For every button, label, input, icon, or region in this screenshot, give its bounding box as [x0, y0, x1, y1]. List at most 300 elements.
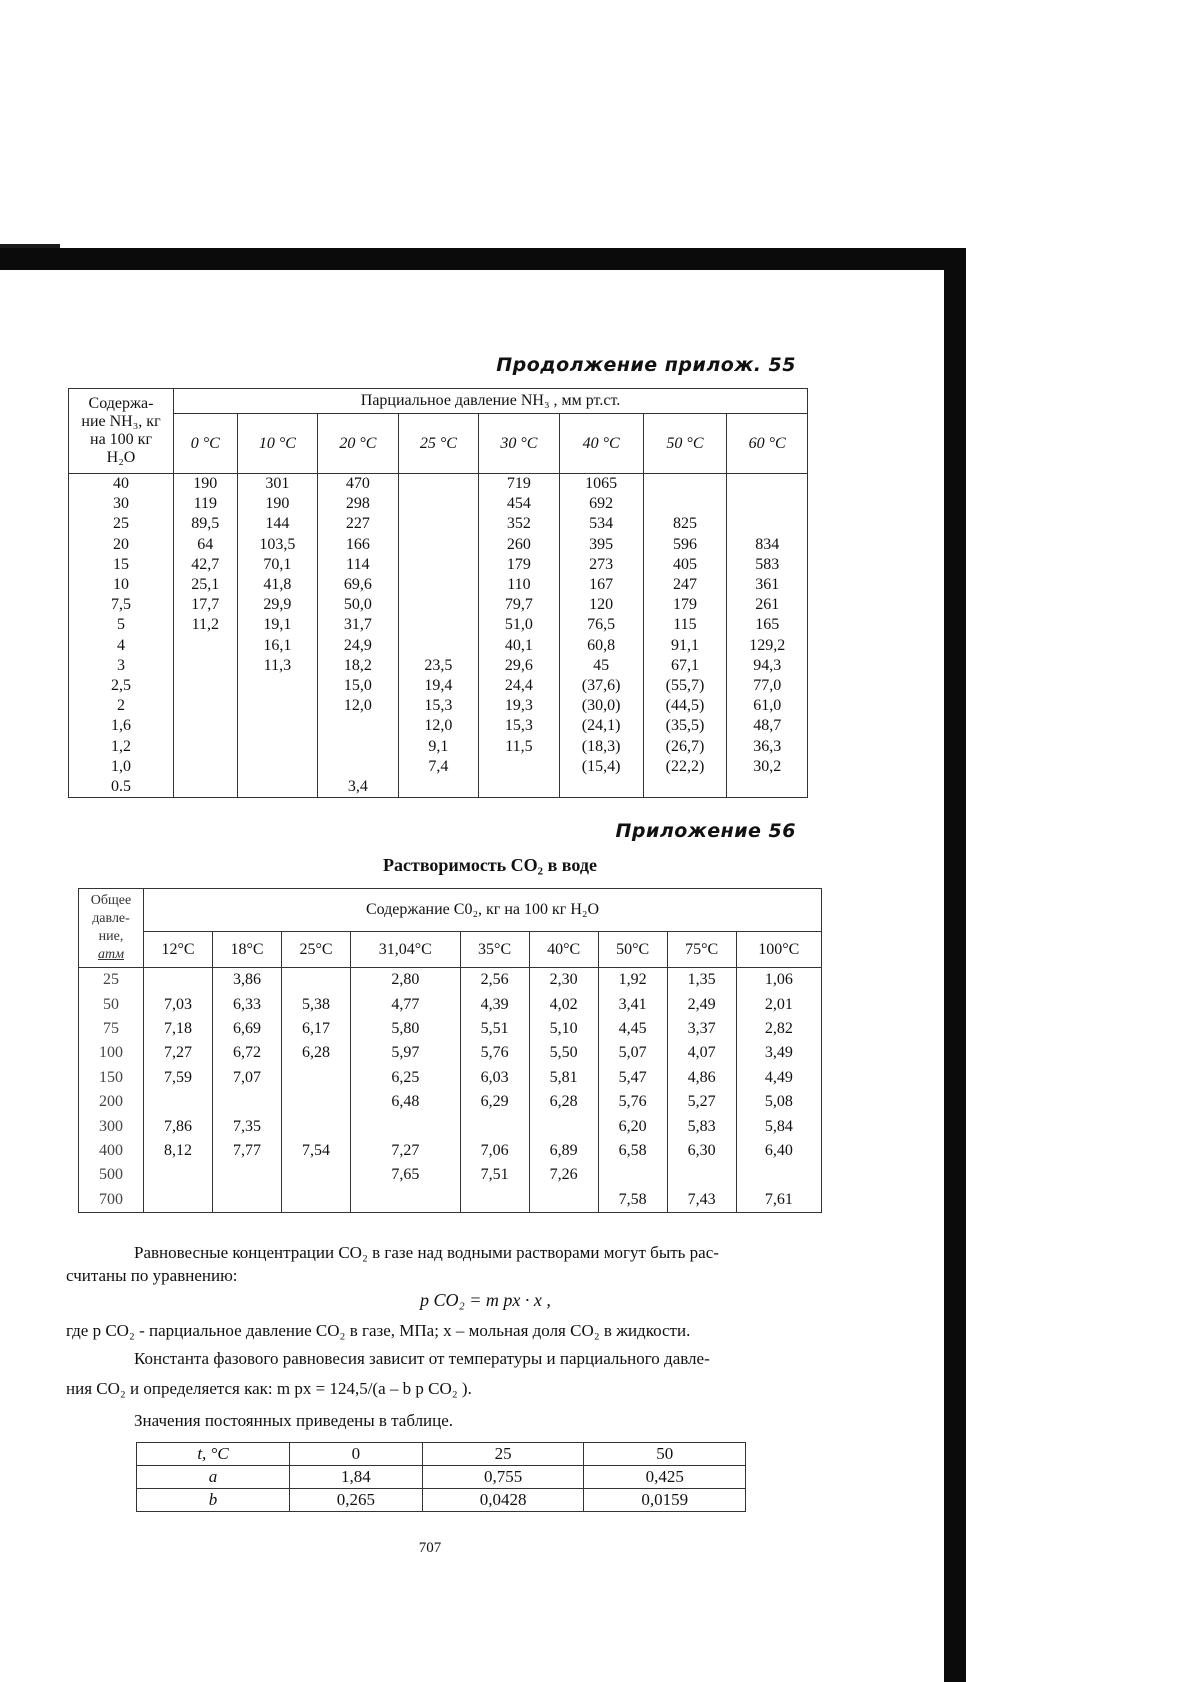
co2-solubility-cell: [598, 1163, 667, 1187]
co2-solubility-cell: 6,58: [598, 1139, 667, 1163]
co2-solubility-cell: 4,39: [460, 992, 529, 1016]
nh3-pressure-cell: 11,5: [479, 736, 560, 756]
co2-solubility-cell: 5,81: [529, 1066, 598, 1090]
co2-solubility-cell: 6,29: [460, 1090, 529, 1114]
co2-solubility-cell: 7,65: [351, 1163, 461, 1187]
nh3-pressure-cell: 29,6: [479, 656, 560, 676]
nh3-pressure-cell: 67,1: [643, 656, 727, 676]
co2-table-row: [79, 1017, 822, 1041]
co2-row-header-line: Общее: [90, 893, 132, 908]
co2-table-row: [79, 968, 822, 993]
nh3-pressure-cell: 11,3: [237, 656, 318, 676]
co2-solubility-cell: 2,01: [736, 992, 821, 1016]
co2-solubility-cell: [282, 1114, 351, 1138]
nh3-content-cell: 25: [69, 514, 174, 534]
nh3-temp-header: 20 °C: [318, 414, 399, 474]
nh3-pressure-cell: 45: [559, 656, 643, 676]
co2-solubility-cell: [529, 1188, 598, 1213]
nh3-temp-header: 25 °C: [398, 414, 479, 474]
nh3-pressure-cell: [318, 716, 399, 736]
co2-solubility-cell: 6,33: [213, 992, 282, 1016]
nh3-pressure-cell: (30,0): [559, 696, 643, 716]
nh3-table-row: [69, 696, 808, 716]
co2-solubility-cell: 7,26: [529, 1163, 598, 1187]
co2-table-row: [79, 1163, 822, 1187]
nh3-pressure-cell: [479, 777, 560, 798]
nh3-table-row: [69, 777, 808, 798]
co2-solubility-cell: [282, 1163, 351, 1187]
nh3-pressure-cell: [479, 757, 560, 777]
nh3-pressure-cell: 103,5: [237, 535, 318, 555]
nh3-content-cell: 7,5: [69, 595, 174, 615]
constants-cell: 0,0428: [422, 1489, 584, 1512]
co2-solubility-cell: 5,10: [529, 1017, 598, 1041]
constants-header-cell: 50: [584, 1443, 746, 1466]
co2-solubility-cell: 4,77: [351, 992, 461, 1016]
co2-solubility-cell: 7,43: [667, 1188, 736, 1213]
co2-solubility-cell: 5,76: [460, 1041, 529, 1065]
nh3-pressure-cell: 120: [559, 595, 643, 615]
co2-solubility-cell: 2,56: [460, 968, 529, 993]
scan-top-bar: [0, 248, 958, 270]
co2-pressure-cell: 200: [79, 1090, 144, 1114]
nh3-temp-header: 50 °C: [643, 414, 727, 474]
nh3-pressure-cell: 179: [479, 555, 560, 575]
co2-temp-header: 25°C: [282, 932, 351, 968]
co2-temp-header: 40°C: [529, 932, 598, 968]
nh3-pressure-cell: 50,0: [318, 595, 399, 615]
co2-solubility-cell: [282, 1090, 351, 1114]
co2-solubility-cell: [282, 1188, 351, 1213]
co2-solubility-cell: 6,40: [736, 1139, 821, 1163]
co2-pressure-cell: 700: [79, 1188, 144, 1213]
nh3-pressure-cell: 129,2: [727, 636, 808, 656]
nh3-pressure-cell: [727, 514, 808, 534]
nh3-pressure-cell: [237, 716, 318, 736]
co2-temp-header: 100°C: [736, 932, 821, 968]
co2-temp-header: 75°C: [667, 932, 736, 968]
nh3-pressure-cell: 405: [643, 555, 727, 575]
nh3-pressure-cell: 94,3: [727, 656, 808, 676]
constants-table: [136, 1442, 746, 1512]
nh3-pressure-cell: 61,0: [727, 696, 808, 716]
co2-solubility-cell: 6,72: [213, 1041, 282, 1065]
nh3-pressure-cell: [174, 696, 238, 716]
nh3-pressure-cell: 24,4: [479, 676, 560, 696]
co2-temp-header: 31,04°C: [351, 932, 461, 968]
nh3-pressure-cell: 9,1: [398, 736, 479, 756]
constants-header-cell: 0: [290, 1443, 423, 1466]
nh3-pressure-cell: 261: [727, 595, 808, 615]
co2-table-row: [79, 992, 822, 1016]
nh3-pressure-cell: (44,5): [643, 696, 727, 716]
co2-solubility-cell: 7,18: [144, 1017, 213, 1041]
nh3-pressure-cell: 719: [479, 474, 560, 495]
nh3-pressure-cell: 165: [727, 615, 808, 635]
paragraph-3-line-2: ния CO₂ и определяется как: m px = 124,5/(a – b p CO₂ ).: [66, 1379, 472, 1398]
nh3-content-cell: 10: [69, 575, 174, 595]
nh3-pressure-cell: (26,7): [643, 736, 727, 756]
nh3-pressure-cell: 596: [643, 535, 727, 555]
nh3-content-cell: 1,2: [69, 736, 174, 756]
co2-solubility-cell: [144, 1163, 213, 1187]
nh3-pressure-cell: 190: [237, 494, 318, 514]
co2-pressure-cell: 500: [79, 1163, 144, 1187]
nh3-pressure-table: [68, 388, 808, 798]
co2-solubility-cell: 3,37: [667, 1017, 736, 1041]
nh3-pressure-cell: [398, 575, 479, 595]
co2-solubility-cell: [351, 1188, 461, 1213]
co2-solubility-cell: 1,92: [598, 968, 667, 993]
co2-solubility-cell: 7,06: [460, 1139, 529, 1163]
co2-solubility-cell: 6,30: [667, 1139, 736, 1163]
nh3-pressure-cell: (35,5): [643, 716, 727, 736]
nh3-pressure-cell: 15,3: [479, 716, 560, 736]
nh3-pressure-cell: 77,0: [727, 676, 808, 696]
appendix-56-heading: Приложение 56: [615, 820, 796, 842]
nh3-pressure-cell: 16,1: [237, 636, 318, 656]
nh3-pressure-cell: 119: [174, 494, 238, 514]
nh3-pressure-cell: 15,0: [318, 676, 399, 696]
paragraph-1-line-1: Равновесные концентрации CO₂ в газе над водными растворами могут быть рас-: [134, 1243, 719, 1262]
nh3-content-cell: 40: [69, 474, 174, 495]
co2-solubility-cell: 8,12: [144, 1139, 213, 1163]
co2-solubility-cell: 5,80: [351, 1017, 461, 1041]
co2-solubility-cell: 6,48: [351, 1090, 461, 1114]
co2-solubility-cell: [282, 1066, 351, 1090]
nh3-pressure-cell: 301: [237, 474, 318, 495]
nh3-temp-header: 10 °C: [237, 414, 318, 474]
co2-pressure-cell: 50: [79, 992, 144, 1016]
nh3-pressure-cell: [398, 636, 479, 656]
co2-solubility-cell: 1,06: [736, 968, 821, 993]
nh3-pressure-cell: 18,2: [318, 656, 399, 676]
nh3-pressure-cell: 42,7: [174, 555, 238, 575]
co2-row-header-line: атм: [97, 947, 125, 962]
nh3-content-cell: 30: [69, 494, 174, 514]
nh3-pressure-cell: 395: [559, 535, 643, 555]
co2-solubility-cell: [460, 1188, 529, 1213]
co2-row-header-line: давле-: [92, 911, 130, 926]
nh3-content-cell: 4: [69, 636, 174, 656]
co2-solubility-cell: 4,86: [667, 1066, 736, 1090]
co2-solubility-cell: 5,83: [667, 1114, 736, 1138]
co2-pressure-cell: 400: [79, 1139, 144, 1163]
co2-solubility-cell: 6,25: [351, 1066, 461, 1090]
co2-solubility-cell: 5,51: [460, 1017, 529, 1041]
nh3-pressure-cell: 227: [318, 514, 399, 534]
constants-cell: 0,425: [584, 1466, 746, 1489]
nh3-pressure-cell: (22,2): [643, 757, 727, 777]
nh3-pressure-cell: [398, 474, 479, 495]
nh3-content-cell: 0.5: [69, 777, 174, 798]
nh3-pressure-cell: 91,1: [643, 636, 727, 656]
nh3-pressure-cell: 76,5: [559, 615, 643, 635]
co2-table-row: [79, 1114, 822, 1138]
co2-group-header: Содержание C0₂, кг на 100 кг H₂O: [144, 889, 822, 932]
co2-solubility-cell: [144, 1188, 213, 1213]
nh3-pressure-cell: [398, 777, 479, 798]
nh3-pressure-cell: [398, 514, 479, 534]
nh3-pressure-cell: 12,0: [398, 716, 479, 736]
co2-solubility-cell: 6,69: [213, 1017, 282, 1041]
co2-solubility-cell: [736, 1163, 821, 1187]
co2-solubility-cell: [282, 968, 351, 993]
nh3-pressure-cell: 1065: [559, 474, 643, 495]
co2-solubility-cell: 2,80: [351, 968, 461, 993]
nh3-pressure-cell: [174, 736, 238, 756]
nh3-pressure-cell: 15,3: [398, 696, 479, 716]
paragraph-3-line-1: Константа фазового равновесия зависит от температуры и парциального давле-: [134, 1349, 710, 1368]
nh3-pressure-cell: (18,3): [559, 736, 643, 756]
nh3-temp-header: 0 °C: [174, 414, 238, 474]
nh3-table-row: [69, 636, 808, 656]
nh3-table-row: [69, 575, 808, 595]
constants-cell: b: [137, 1489, 290, 1512]
nh3-pressure-cell: 534: [559, 514, 643, 534]
nh3-table-row: [69, 615, 808, 635]
co2-solubility-cell: 4,49: [736, 1066, 821, 1090]
scan-right-bar: [944, 248, 966, 1682]
nh3-pressure-cell: 23,5: [398, 656, 479, 676]
nh3-pressure-cell: 48,7: [727, 716, 808, 736]
co2-solubility-cell: 2,49: [667, 992, 736, 1016]
co2-solubility-cell: 7,77: [213, 1139, 282, 1163]
nh3-pressure-cell: 41,8: [237, 575, 318, 595]
nh3-pressure-cell: 114: [318, 555, 399, 575]
nh3-pressure-cell: 60,8: [559, 636, 643, 656]
nh3-pressure-cell: [559, 777, 643, 798]
co2-solubility-cell: 7,59: [144, 1066, 213, 1090]
co2-table-row: [79, 1041, 822, 1065]
nh3-pressure-cell: [237, 736, 318, 756]
nh3-row-header-line: ние NH₃, кг: [81, 413, 161, 430]
nh3-table-row: [69, 676, 808, 696]
co2-solubility-cell: [351, 1114, 461, 1138]
co2-pressure-cell: 75: [79, 1017, 144, 1041]
co2-solubility-cell: 5,50: [529, 1041, 598, 1065]
nh3-pressure-cell: [174, 777, 238, 798]
co2-solubility-cell: 6,28: [529, 1090, 598, 1114]
co2-solubility-cell: 3,49: [736, 1041, 821, 1065]
paragraph-2: где p CO₂ - парциальное давление CO₂ в газе, МПа; x – мольная доля CO₂ в жидкости.: [66, 1321, 691, 1340]
nh3-pressure-cell: 17,7: [174, 595, 238, 615]
paragraph-1-line-2: считаны по уравнению:: [66, 1266, 238, 1285]
nh3-pressure-cell: [398, 535, 479, 555]
co2-solubility-cell: 2,30: [529, 968, 598, 993]
nh3-pressure-cell: [643, 494, 727, 514]
nh3-table-row: [69, 736, 808, 756]
co2-solubility-cell: 5,38: [282, 992, 351, 1016]
nh3-pressure-cell: [237, 696, 318, 716]
nh3-pressure-cell: 167: [559, 575, 643, 595]
nh3-pressure-cell: 179: [643, 595, 727, 615]
nh3-pressure-cell: 361: [727, 575, 808, 595]
co2-solubility-cell: 7,03: [144, 992, 213, 1016]
co2-solubility-cell: 6,20: [598, 1114, 667, 1138]
nh3-pressure-cell: 30,2: [727, 757, 808, 777]
nh3-pressure-cell: 25,1: [174, 575, 238, 595]
nh3-pressure-cell: [643, 474, 727, 495]
nh3-table-row: [69, 595, 808, 615]
nh3-pressure-cell: [643, 777, 727, 798]
nh3-table-row: [69, 514, 808, 534]
nh3-pressure-cell: 352: [479, 514, 560, 534]
nh3-pressure-cell: 36,3: [727, 736, 808, 756]
nh3-pressure-cell: [318, 736, 399, 756]
nh3-pressure-cell: 260: [479, 535, 560, 555]
co2-table-row: [79, 1188, 822, 1213]
nh3-pressure-cell: 24,9: [318, 636, 399, 656]
nh3-pressure-cell: (15,4): [559, 757, 643, 777]
nh3-table-row: [69, 474, 808, 495]
co2-table-row: [79, 1139, 822, 1163]
co2-table-row: [79, 1066, 822, 1090]
co2-row-header: [79, 889, 144, 968]
nh3-pressure-cell: [174, 716, 238, 736]
nh3-pressure-cell: 190: [174, 474, 238, 495]
co2-solubility-cell: 7,86: [144, 1114, 213, 1138]
nh3-pressure-cell: [727, 777, 808, 798]
nh3-pressure-cell: 7,4: [398, 757, 479, 777]
nh3-pressure-cell: 470: [318, 474, 399, 495]
nh3-table-row: [69, 757, 808, 777]
nh3-pressure-cell: 29,9: [237, 595, 318, 615]
nh3-content-cell: 1,6: [69, 716, 174, 736]
page-number: 707: [418, 1540, 442, 1556]
constants-header-cell: t, °C: [137, 1443, 290, 1466]
nh3-pressure-cell: 115: [643, 615, 727, 635]
co2-solubility-cell: 1,35: [667, 968, 736, 993]
nh3-pressure-cell: 70,1: [237, 555, 318, 575]
co2-solubility-cell: 3,41: [598, 992, 667, 1016]
nh3-pressure-cell: 31,7: [318, 615, 399, 635]
co2-pressure-cell: 25: [79, 968, 144, 993]
co2-row-header-line: ние,: [98, 929, 124, 944]
nh3-group-header: Парциальное давление NH₃ , мм рт.ст.: [174, 389, 808, 414]
co2-solubility-cell: 7,07: [213, 1066, 282, 1090]
co2-temp-header: 18°C: [213, 932, 282, 968]
co2-solubility-cell: [144, 1090, 213, 1114]
constants-cell: a: [137, 1466, 290, 1489]
co2-solubility-cell: 6,03: [460, 1066, 529, 1090]
paragraph-4: Значения постоянных приведены в таблице.: [134, 1411, 454, 1430]
nh3-pressure-cell: [727, 494, 808, 514]
nh3-pressure-cell: [727, 474, 808, 495]
nh3-temp-header: 30 °C: [479, 414, 560, 474]
co2-solubility-cell: [144, 968, 213, 993]
co2-solubility-cell: [213, 1163, 282, 1187]
nh3-pressure-cell: 11,2: [174, 615, 238, 635]
nh3-pressure-cell: 825: [643, 514, 727, 534]
constants-cell: 0,265: [290, 1489, 423, 1512]
co2-solubility-cell: 7,58: [598, 1188, 667, 1213]
co2-solubility-cell: 6,17: [282, 1017, 351, 1041]
co2-solubility-cell: [213, 1188, 282, 1213]
nh3-content-cell: 5: [69, 615, 174, 635]
co2-solubility-cell: 5,76: [598, 1090, 667, 1114]
equilibrium-formula: p CO₂ = m px · x ,: [420, 1290, 551, 1310]
nh3-pressure-cell: 454: [479, 494, 560, 514]
nh3-table-row: [69, 535, 808, 555]
nh3-pressure-cell: [318, 757, 399, 777]
constants-header-cell: 25: [422, 1443, 584, 1466]
nh3-pressure-cell: [398, 595, 479, 615]
co2-solubility-cell: 7,54: [282, 1139, 351, 1163]
nh3-pressure-cell: 69,6: [318, 575, 399, 595]
nh3-content-cell: 2: [69, 696, 174, 716]
co2-solubility-cell: 5,27: [667, 1090, 736, 1114]
nh3-pressure-cell: 51,0: [479, 615, 560, 635]
nh3-row-header-line: на 100 кг: [90, 431, 152, 448]
co2-solubility-table: [78, 888, 822, 1213]
nh3-pressure-cell: 144: [237, 514, 318, 534]
nh3-pressure-cell: 247: [643, 575, 727, 595]
nh3-pressure-cell: (37,6): [559, 676, 643, 696]
nh3-pressure-cell: 273: [559, 555, 643, 575]
nh3-pressure-cell: [237, 757, 318, 777]
nh3-pressure-cell: [174, 636, 238, 656]
nh3-row-header-line: Содержа-: [88, 395, 154, 412]
constants-cell: 0,755: [422, 1466, 584, 1489]
co2-solubility-cell: 5,08: [736, 1090, 821, 1114]
co2-solubility-cell: 7,61: [736, 1188, 821, 1213]
nh3-content-cell: 20: [69, 535, 174, 555]
nh3-pressure-cell: 166: [318, 535, 399, 555]
nh3-pressure-cell: [398, 494, 479, 514]
nh3-pressure-cell: 110: [479, 575, 560, 595]
co2-solubility-cell: 4,45: [598, 1017, 667, 1041]
co2-table-title: Растворимость CO₂ в воде: [383, 855, 597, 875]
co2-solubility-cell: 7,51: [460, 1163, 529, 1187]
co2-solubility-cell: 7,35: [213, 1114, 282, 1138]
co2-temp-header: 35°C: [460, 932, 529, 968]
nh3-pressure-cell: [237, 676, 318, 696]
nh3-content-cell: 3: [69, 656, 174, 676]
co2-solubility-cell: 7,27: [351, 1139, 461, 1163]
nh3-table-row: [69, 716, 808, 736]
nh3-pressure-cell: [237, 777, 318, 798]
nh3-pressure-cell: [174, 676, 238, 696]
nh3-table-row: [69, 555, 808, 575]
nh3-temp-header: 40 °C: [559, 414, 643, 474]
nh3-pressure-cell: 89,5: [174, 514, 238, 534]
nh3-pressure-cell: 298: [318, 494, 399, 514]
co2-solubility-cell: [460, 1114, 529, 1138]
co2-pressure-cell: 150: [79, 1066, 144, 1090]
nh3-table-row: [69, 656, 808, 676]
co2-solubility-cell: 3,86: [213, 968, 282, 993]
nh3-pressure-cell: (24,1): [559, 716, 643, 736]
nh3-pressure-cell: 64: [174, 535, 238, 555]
nh3-pressure-cell: 19,4: [398, 676, 479, 696]
nh3-temp-header: 60 °C: [727, 414, 808, 474]
co2-solubility-cell: 6,89: [529, 1139, 598, 1163]
nh3-pressure-cell: 12,0: [318, 696, 399, 716]
nh3-pressure-cell: 40,1: [479, 636, 560, 656]
co2-pressure-cell: 100: [79, 1041, 144, 1065]
appendix-55-heading: Продолжение прилож. 55: [496, 354, 796, 376]
nh3-pressure-cell: [174, 757, 238, 777]
co2-solubility-cell: 5,97: [351, 1041, 461, 1065]
co2-solubility-cell: [667, 1163, 736, 1187]
nh3-pressure-cell: 79,7: [479, 595, 560, 615]
nh3-pressure-cell: 692: [559, 494, 643, 514]
co2-solubility-cell: 4,07: [667, 1041, 736, 1065]
co2-solubility-cell: 5,47: [598, 1066, 667, 1090]
nh3-pressure-cell: 583: [727, 555, 808, 575]
co2-temp-header: 50°C: [598, 932, 667, 968]
